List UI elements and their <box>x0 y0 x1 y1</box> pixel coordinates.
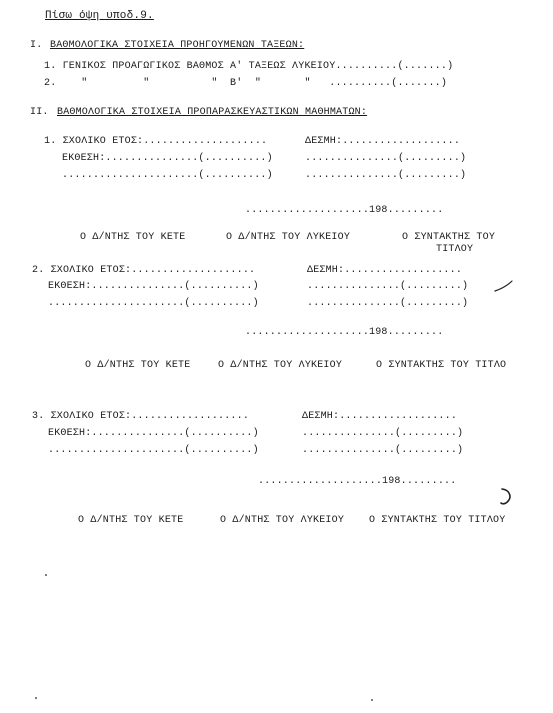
scan-speck <box>45 574 47 576</box>
signature-syntaktis: Ο ΣΥΝΤΑΚΤΗΣ ΤΟΥ ΤΙΤΛΟ <box>376 360 507 371</box>
grade-line-left-2: ......................(..........) <box>62 170 273 181</box>
grade-line-right-1: ...............(.........) <box>302 428 464 439</box>
grade-line-left-2: ......................(..........) <box>48 445 259 456</box>
signature-syntaktis: Ο ΣΥΝΤΑΚΤΗΣ ΤΟΥ <box>402 232 496 243</box>
school-year-line: 3. ΣΧΟΛΙΚΟ ΕΤΟΣ:................... <box>32 411 250 422</box>
signature-kete: Ο Δ/ΝΤΗΣ ΤΟΥ ΚΕΤΕ <box>80 232 186 243</box>
scan-speck <box>371 699 373 701</box>
grade-line-left-2: ......................(..........) <box>48 298 259 309</box>
signature-kete: Ο Δ/ΝΤΗΣ ΤΟΥ ΚΕΤΕ <box>85 360 191 371</box>
signature-kete: Ο Δ/ΝΤΗΣ ΤΟΥ ΚΕΤΕ <box>78 515 184 526</box>
school-year-line: 2. ΣΧΟΛΙΚΟ ΕΤΟΣ:.................... <box>32 265 256 276</box>
desmi-line: ΔΕΣΜΗ:................... <box>305 136 461 147</box>
section-1-line-1: 1. ΓΕΝΙΚΟΣ ΠΡΟΑΓΩΓΙΚΟΣ ΒΑΘΜΟΣ Α' ΤΑΞΕΩΣ ΛΥΚΕΙΟΥ..........(.......) <box>44 61 454 72</box>
handwritten-bracket-mark <box>493 279 517 295</box>
grade-line-right-1: ...............(.........) <box>305 153 467 164</box>
section-2-numeral: II. <box>30 107 49 118</box>
date-line: ....................198......... <box>245 205 444 216</box>
signature-lykeiou: Ο Δ/ΝΤΗΣ ΤΟΥ ΛΥΚΕΙΟΥ <box>220 515 345 526</box>
ekthesi-line: ΕΚΘΕΣΗ:...............(..........) <box>48 281 259 292</box>
handwritten-mark <box>498 485 518 507</box>
section-2-title: ΒΑΘΜΟΛΟΓΙΚΑ ΣΤΟΙΧΕΙΑ ΠΡΟΠΑΡΑΣΚΕΥΑΣΤΙΚΩΝ ΜΑΘΗΜΑΤΩΝ: <box>57 107 368 118</box>
signature-lykeiou: Ο Δ/ΝΤΗΣ ΤΟΥ ΛΥΚΕΙΟΥ <box>218 360 343 371</box>
desmi-line: ΔΕΣΜΗ:................... <box>307 265 463 276</box>
signature-syntaktis: Ο ΣΥΝΤΑΚΤΗΣ ΤΟΥ ΤΙΤΛΟΥ <box>369 515 506 526</box>
desmi-line: ΔΕΣΜΗ:................... <box>302 411 458 422</box>
page-header: Πίσω όψη υποδ.9. <box>45 10 154 22</box>
section-1-title: ΒΑΘΜΟΛΟΓΙΚΑ ΣΤΟΙΧΕΙΑ ΠΡΟΗΓΟΥΜΕΝΩΝ ΤΑΞΕΩΝ: <box>50 40 305 51</box>
grade-line-right-1: ...............(.........) <box>307 281 469 292</box>
scan-speck <box>35 697 37 699</box>
grade-line-right-2: ...............(.........) <box>302 445 464 456</box>
signature-syntaktis-cont: ΤΙΤΛΟΥ <box>436 244 474 255</box>
ekthesi-line: ΕΚΘΕΣΗ:...............(..........) <box>48 428 259 439</box>
grade-line-right-2: ...............(.........) <box>305 170 467 181</box>
signature-lykeiou: Ο Δ/ΝΤΗΣ ΤΟΥ ΛΥΚΕΙΟΥ <box>226 232 351 243</box>
date-line: ....................198......... <box>258 476 457 487</box>
ekthesi-line: ΕΚΘΕΣΗ:...............(..........) <box>62 153 273 164</box>
grade-line-right-2: ...............(.........) <box>307 298 469 309</box>
date-line: ....................198......... <box>245 327 444 338</box>
section-1-line-2: 2. " " " Β' " " ..........(.......) <box>44 78 448 89</box>
school-year-line: 1. ΣΧΟΛΙΚΟ ΕΤΟΣ:.................... <box>44 136 268 147</box>
section-1-numeral: I. <box>30 40 43 51</box>
